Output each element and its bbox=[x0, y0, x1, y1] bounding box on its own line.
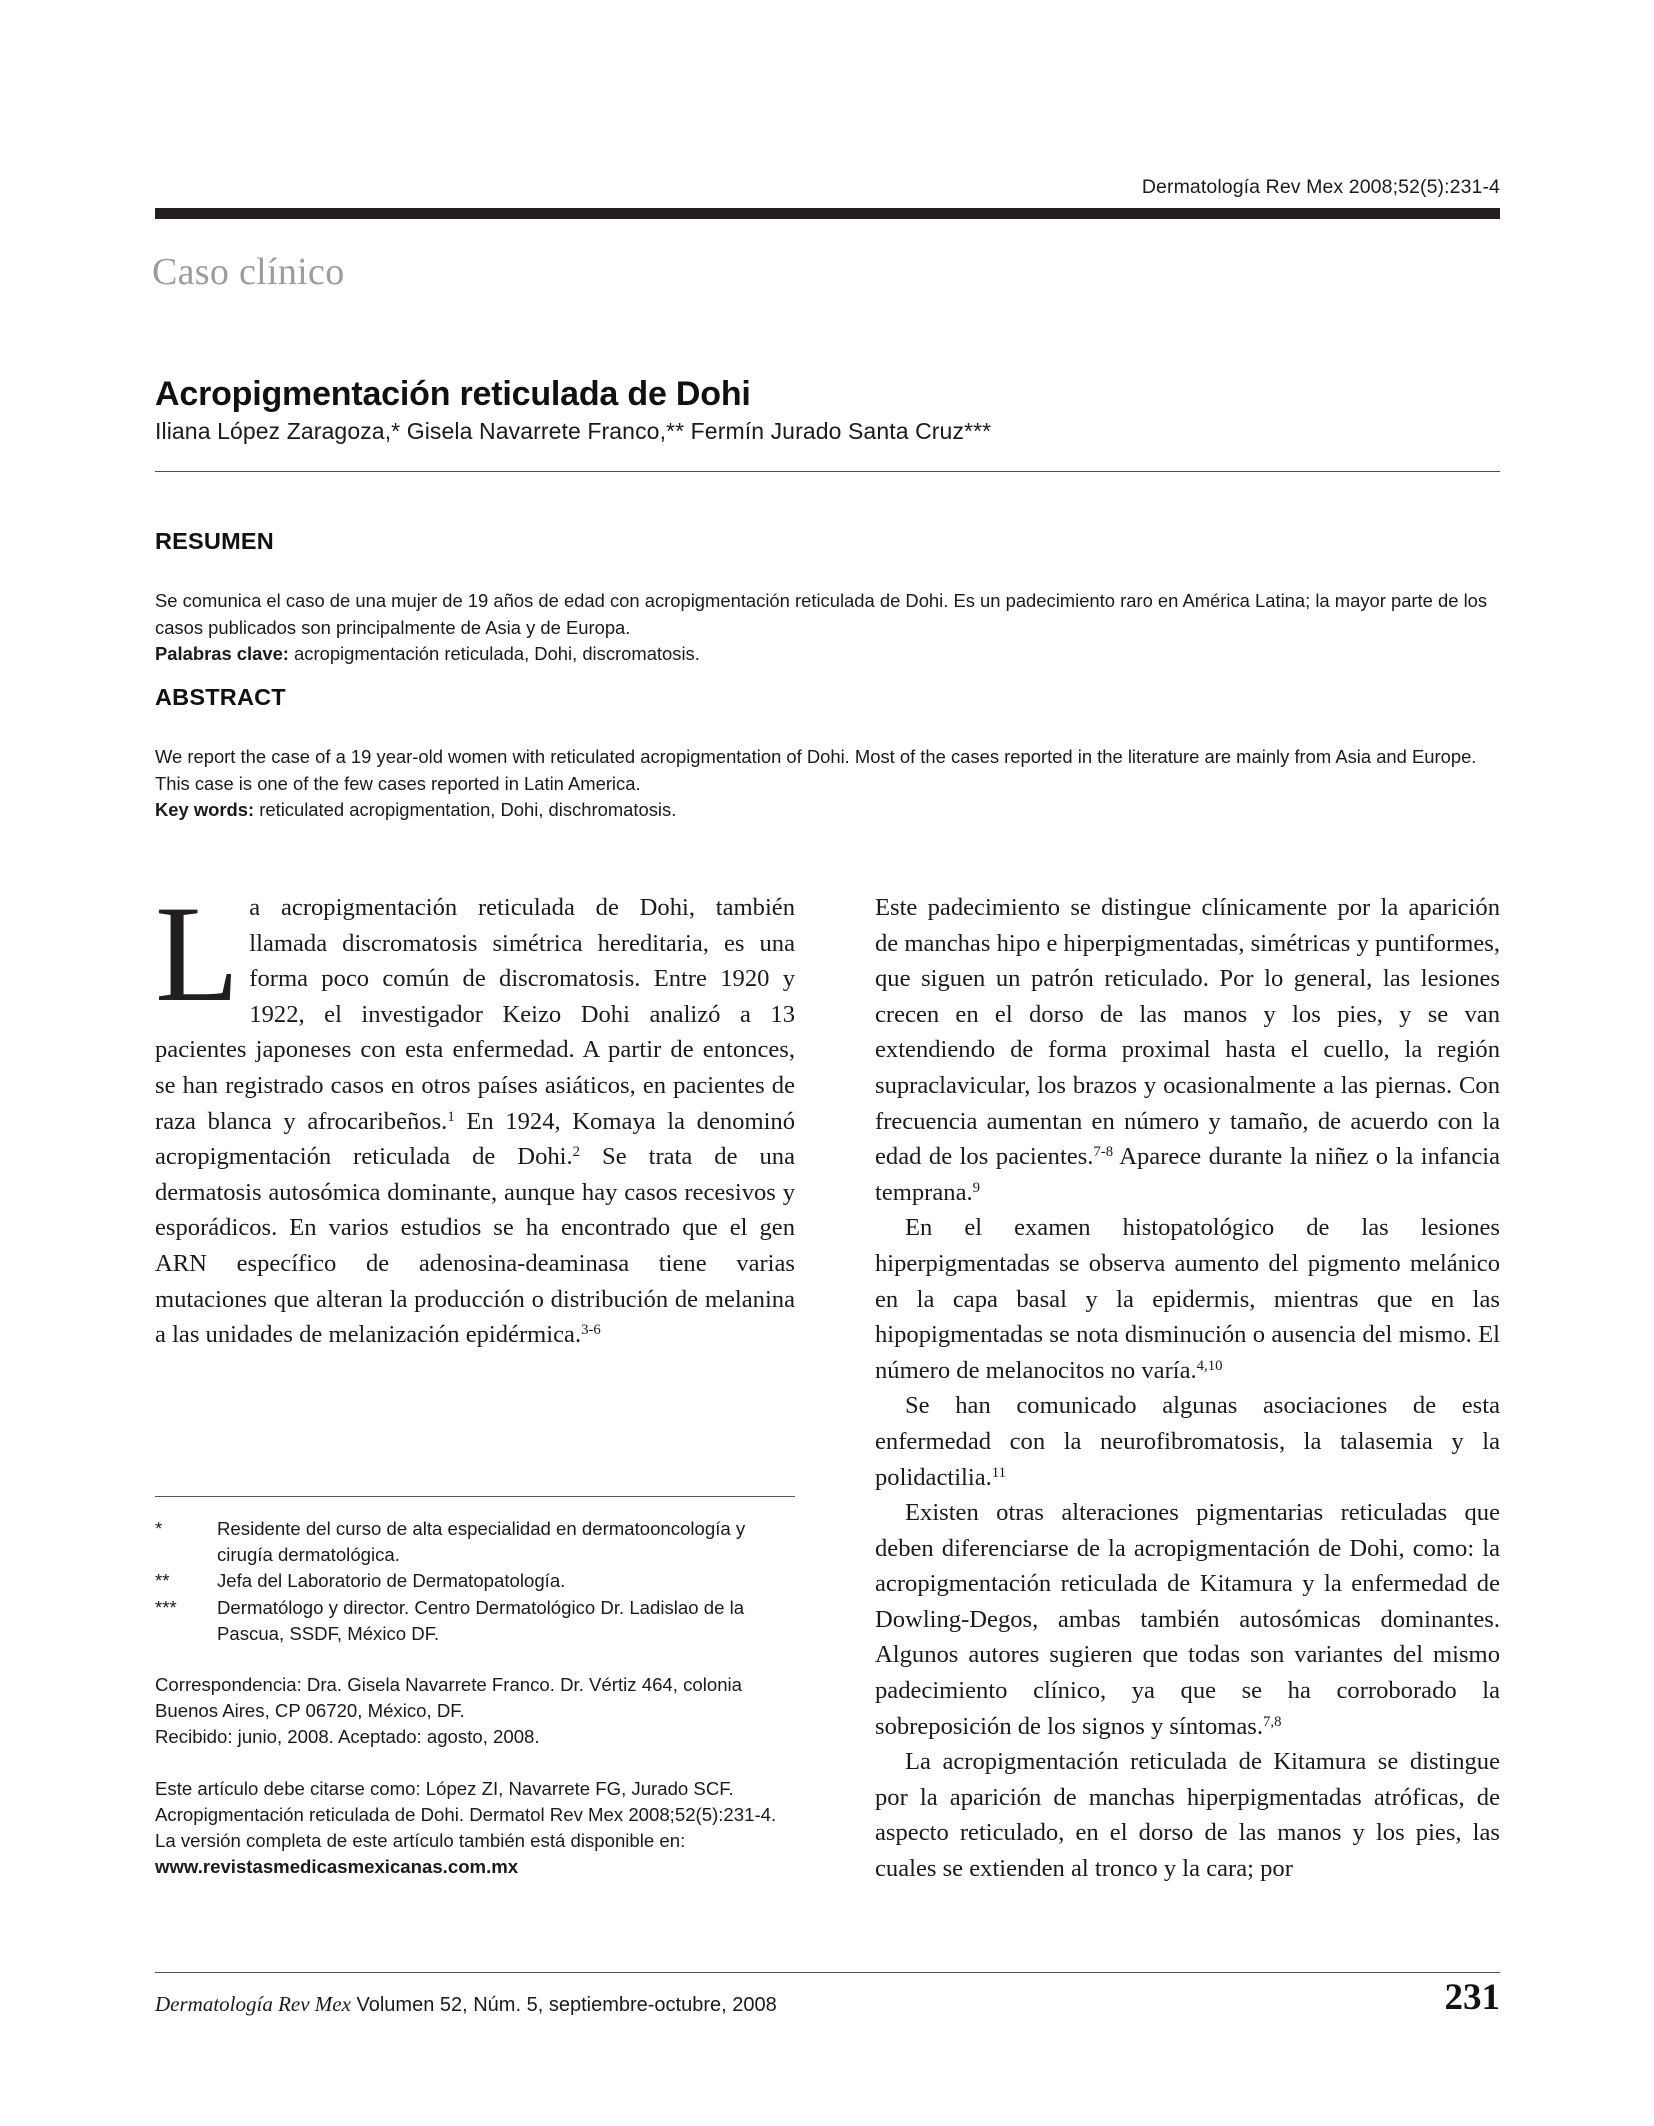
affiliation-text: Residente del curso de alta especialidad en dermatooncología y cirugía dermatológica. bbox=[217, 1518, 746, 1566]
paragraph-text: Existen otras alteraciones pigmentarias reticuladas que deben diferenciarse de la acropigmentación de Dohi, como: la acropigmentación reticulada de Kitamura y la enfermedad de Dowling-Degos, ambas también autosómicas dominantes. Algunos autores sugieren que todas son variantes del mismo padecimiento clínico, ya que se ha corroborado la sobreposición de los signos y síntomas. bbox=[875, 1499, 1500, 1740]
paragraph-text: En el examen histopatológico de las lesiones hiperpigmentadas se observa aumento del pigmento melánico en la capa basal y la epidermis, mientras que en las hipopigmentadas se nota disminución o ausencia del mismo. El número de melanocitos no varía. bbox=[875, 1214, 1500, 1384]
paragraph bbox=[875, 1495, 1500, 1744]
paragraph-text: Se trata de una dermatosis autosómica dominante, aunque hay casos recesivos y esporádicos. En varios estudios se ha encontrado que el gen ARN específico de adenosina-deaminasa tiene varias mutaciones que alteran la producción o distribución de melanina a las unidades de melanización epidérmica. bbox=[155, 1143, 795, 1349]
running-head: Dermatología Rev Mex 2008;52(5):231-4 bbox=[1141, 176, 1500, 198]
affiliation-item bbox=[155, 1516, 800, 1568]
resumen-body bbox=[155, 588, 1497, 668]
body-column-right bbox=[875, 890, 1500, 1887]
reference-marker: 1 bbox=[447, 1108, 455, 1125]
paragraph bbox=[875, 890, 1500, 1210]
abstract-heading: ABSTRACT bbox=[155, 684, 286, 710]
reference-marker: 7-8 bbox=[1093, 1144, 1114, 1161]
submission-dates: Recibido: junio, 2008. Aceptado: agosto, 2008. bbox=[155, 1726, 540, 1748]
affiliation-text: Dermatólogo y director. Centro Dermatológico Dr. Ladislao de la Pascua, SSDF, México DF. bbox=[217, 1596, 745, 1644]
correspondence-text: Correspondencia: Dra. Gisela Navarrete Franco. Dr. Vértiz 464, colonia Buenos Aires, CP 06720, México, DF. bbox=[155, 1674, 743, 1722]
header-rule bbox=[155, 208, 1500, 219]
abstract-keywords: reticulated acropigmentation, Dohi, dischromatosis. bbox=[254, 799, 677, 820]
resumen-text: Se comunica el caso de una mujer de 19 años de edad con acropigmentación reticulada de Dohi. Es un padecimiento raro en América Latina; la mayor parte de los casos publicados son principalmente de Asia y de Europa. bbox=[155, 590, 1488, 638]
affiliation-text: Jefa del Laboratorio de Dermatopatología. bbox=[217, 1570, 566, 1592]
page-number: 231 bbox=[1444, 1977, 1500, 2018]
reference-marker: 4,10 bbox=[1196, 1357, 1223, 1374]
footer-issue: Volumen 52, Núm. 5, septiembre-octubre, 2008 bbox=[350, 1994, 777, 2016]
website-link[interactable]: www.revistasmedicasmexicanas.com.mx bbox=[155, 1856, 519, 1878]
affiliation-item bbox=[155, 1595, 800, 1647]
affiliation-marker: ** bbox=[155, 1570, 170, 1592]
affiliation-item bbox=[155, 1568, 800, 1594]
reference-marker: 9 bbox=[972, 1179, 981, 1196]
abstract-body bbox=[155, 744, 1497, 824]
paragraph bbox=[875, 1210, 1500, 1388]
resumen-heading: RESUMEN bbox=[155, 528, 274, 554]
abstract-keywords-label: Key words: bbox=[155, 799, 255, 820]
paragraph-text: Se han comunicado algunas asociaciones de esta enfermedad con la neurofibromatosis, la talasemia y la polidactilia. bbox=[875, 1392, 1500, 1491]
page-title: Acropigmentación reticulada de Dohi bbox=[155, 374, 751, 413]
paragraph bbox=[875, 1744, 1500, 1886]
reference-marker: 2 bbox=[572, 1144, 581, 1161]
footnote-divider bbox=[155, 1496, 795, 1497]
footer-divider bbox=[155, 1972, 1500, 1973]
reference-marker: 7,8 bbox=[1263, 1713, 1282, 1730]
paragraph-text: Aparece durante la niñez o la infancia temprana. bbox=[875, 1143, 1500, 1206]
paragraph bbox=[155, 877, 796, 1353]
drop-cap: L bbox=[155, 877, 240, 1030]
paragraph bbox=[875, 1388, 1500, 1495]
footnote-block bbox=[155, 1516, 800, 1880]
resumen-keywords: acropigmentación reticulada, Dohi, discromatosis. bbox=[288, 643, 700, 664]
correspondence-block bbox=[155, 1672, 800, 1751]
resumen-keywords-label: Palabras clave: bbox=[155, 643, 289, 664]
body-column-left bbox=[155, 877, 796, 1353]
paragraph-text: a acropigmentación reticulada de Dohi, también llamada discromatosis simétrica hereditaria, es una forma poco común de discromatosis. Entre 1920 y 1922, el investigador Keizo Dohi analizó a 13 pacientes japoneses con esta enfermedad. A partir de entonces, se han registrado casos en otros países asiáticos, en pacientes de raza blanca y afrocaribeños. bbox=[155, 894, 795, 1135]
reference-marker: 11 bbox=[991, 1464, 1006, 1481]
affiliation-marker: *** bbox=[155, 1596, 177, 1618]
citation-block bbox=[155, 1776, 800, 1881]
footer-journal-name: Dermatología Rev Mex bbox=[155, 1992, 351, 2016]
affiliation-marker: * bbox=[155, 1518, 163, 1539]
reference-marker: 3-6 bbox=[581, 1322, 601, 1339]
availability-text: La versión completa de este artículo también está disponible en: bbox=[155, 1830, 686, 1852]
section-kicker: Caso clínico bbox=[152, 251, 345, 293]
paragraph-text: En 1924, Komaya la denominó acropigmentación reticulada de Dohi. bbox=[155, 1107, 796, 1171]
title-divider bbox=[155, 471, 1500, 472]
paragraph-text: La acropigmentación reticulada de Kitamura se distingue por la aparición de manchas hiperpigmentadas atróficas, de aspecto reticulado, en el dorso de las manos y los pies, las cuales se extienden al tronco y la cara; por bbox=[875, 1748, 1500, 1883]
abstract-text: We report the case of a 19 year-old women with reticulated acropigmentation of Dohi. Most of the cases reported in the literature are mainly from Asia and Europe. This case is one of the few cases reported in Latin America. bbox=[155, 746, 1477, 794]
author-list: Iliana López Zaragoza,* Gisela Navarrete Franco,** Fermín Jurado Santa Cruz*** bbox=[155, 418, 992, 444]
paragraph-text: Este padecimiento se distingue clínicamente por la aparición de manchas hipo e hiperpigmentadas, simétricas y puntiformes, que siguen un patrón reticulado. Por lo general, las lesiones crecen en el dorso de las manos y los pies, y se van extendiendo de forma proximal hasta el cuello, la región supraclavicular, los brazos y ocasionalmente a las piernas. Con frecuencia aumentan en número y tamaño, de acuerdo con la edad de los pacientes. bbox=[875, 894, 1500, 1171]
citation-text: Este artículo debe citarse como: López ZI, Navarrete FG, Jurado SCF. Acropigmentación reticulada de Dohi. Dermatol Rev Mex 2008;52(5):231-4. bbox=[155, 1777, 777, 1825]
footer-issue-line bbox=[155, 1992, 777, 2017]
